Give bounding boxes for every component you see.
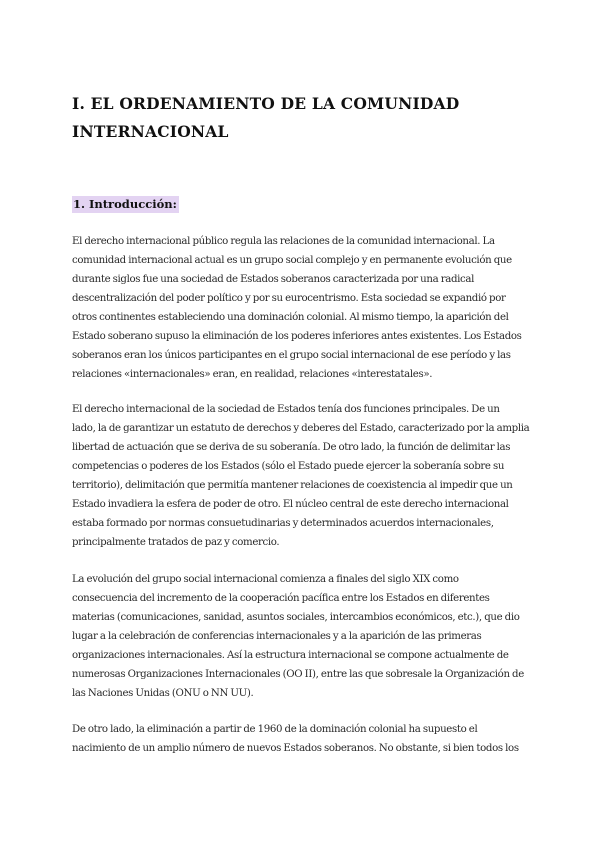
section-heading (72, 195, 179, 213)
paragraph-line: las Naciones Unidas (ONU o NN UU). (72, 688, 254, 699)
chapter-title (72, 90, 528, 146)
paragraph-line: durante siglos fue una sociedad de Estados soberanos caracterizada por una radical (72, 274, 475, 285)
paragraph-2 (72, 400, 542, 552)
paragraph-line: descentralización del poder político y por su eurocentrismo. Esta sociedad se expandió por (72, 293, 506, 304)
paragraph-line: soberanos eran los únicos participantes en el grupo social internacional de ese período y las (72, 350, 511, 361)
paragraph-line: competencias o poderes de los Estados (sólo el Estado puede ejercer la soberanía sobre su (72, 461, 505, 472)
paragraph-line: Estado soberano supuso la eliminación de los poderes inferiores antes existentes. Los Estados (72, 331, 522, 342)
chapter-title-line-1: I. EL ORDENAMIENTO DE LA COMUNIDAD (72, 94, 460, 113)
paragraph-line: De otro lado, la eliminación a partir de 1960 de la dominación colonial ha supuesto el (72, 724, 478, 735)
paragraph-line: principalmente tratados de paz y comercio. (72, 537, 280, 548)
section-heading-highlight: 1. Introducción: (73, 197, 177, 211)
paragraph-4 (72, 720, 542, 758)
paragraph-line: El derecho internacional público regula las relaciones de la comunidad internacional. La (72, 236, 495, 247)
paragraph-line: nacimiento de un amplio número de nuevos Estados soberanos. No obstante, si bien todos los (72, 743, 519, 754)
paragraph-line: comunidad internacional actual es un grupo social complejo y en permanente evolución que (72, 255, 512, 266)
paragraph-line: relaciones «internacionales» eran, en realidad, relaciones «interestatales». (72, 369, 433, 380)
chapter-title-line-2: INTERNACIONAL (72, 122, 229, 141)
paragraph-line: Estado invadiera la esfera de poder de otro. El núcleo central de este derecho internacional (72, 499, 509, 510)
paragraph-line: materias (comunicaciones, sanidad, asuntos sociales, intercambios económicos, etc.), que dio (72, 612, 520, 623)
paragraph-line: lado, la de garantizar un estatuto de derechos y deberes del Estado, caracterizado por la amplia (72, 423, 530, 434)
paragraph-line: libertad de actuación que se deriva de su soberanía. De otro lado, la función de delimitar las (72, 442, 511, 453)
paragraph-line: La evolución del grupo social internacional comienza a finales del siglo XIX como (72, 574, 459, 585)
paragraph-line: territorio), delimitación que permitía mantener relaciones de coexistencia al impedir que un (72, 480, 513, 491)
paragraph-line: otros continentes estableciendo una dominación colonial. Al mismo tiempo, la aparición del (72, 312, 509, 323)
paragraph-1 (72, 232, 542, 384)
paragraph-line: numerosas Organizaciones Internacionales (OO II), entre las que sobresale la Organización de (72, 669, 524, 680)
paragraph-line: organizaciones internacionales. Así la estructura internacional se compone actualmente de (72, 650, 509, 661)
paragraph-line: consecuencia del incremento de la cooperación pacífica entre los Estados en diferentes (72, 593, 490, 604)
paragraph-3 (72, 570, 542, 703)
paragraph-line: estaba formado por normas consuetudinarias y determinados acuerdos internacionales, (72, 518, 494, 529)
paragraph-line: El derecho internacional de la sociedad de Estados tenía dos funciones principales. De un (72, 404, 500, 415)
paragraph-line: lugar a la celebración de conferencias internacionales y a la aparición de las primeras (72, 631, 482, 642)
